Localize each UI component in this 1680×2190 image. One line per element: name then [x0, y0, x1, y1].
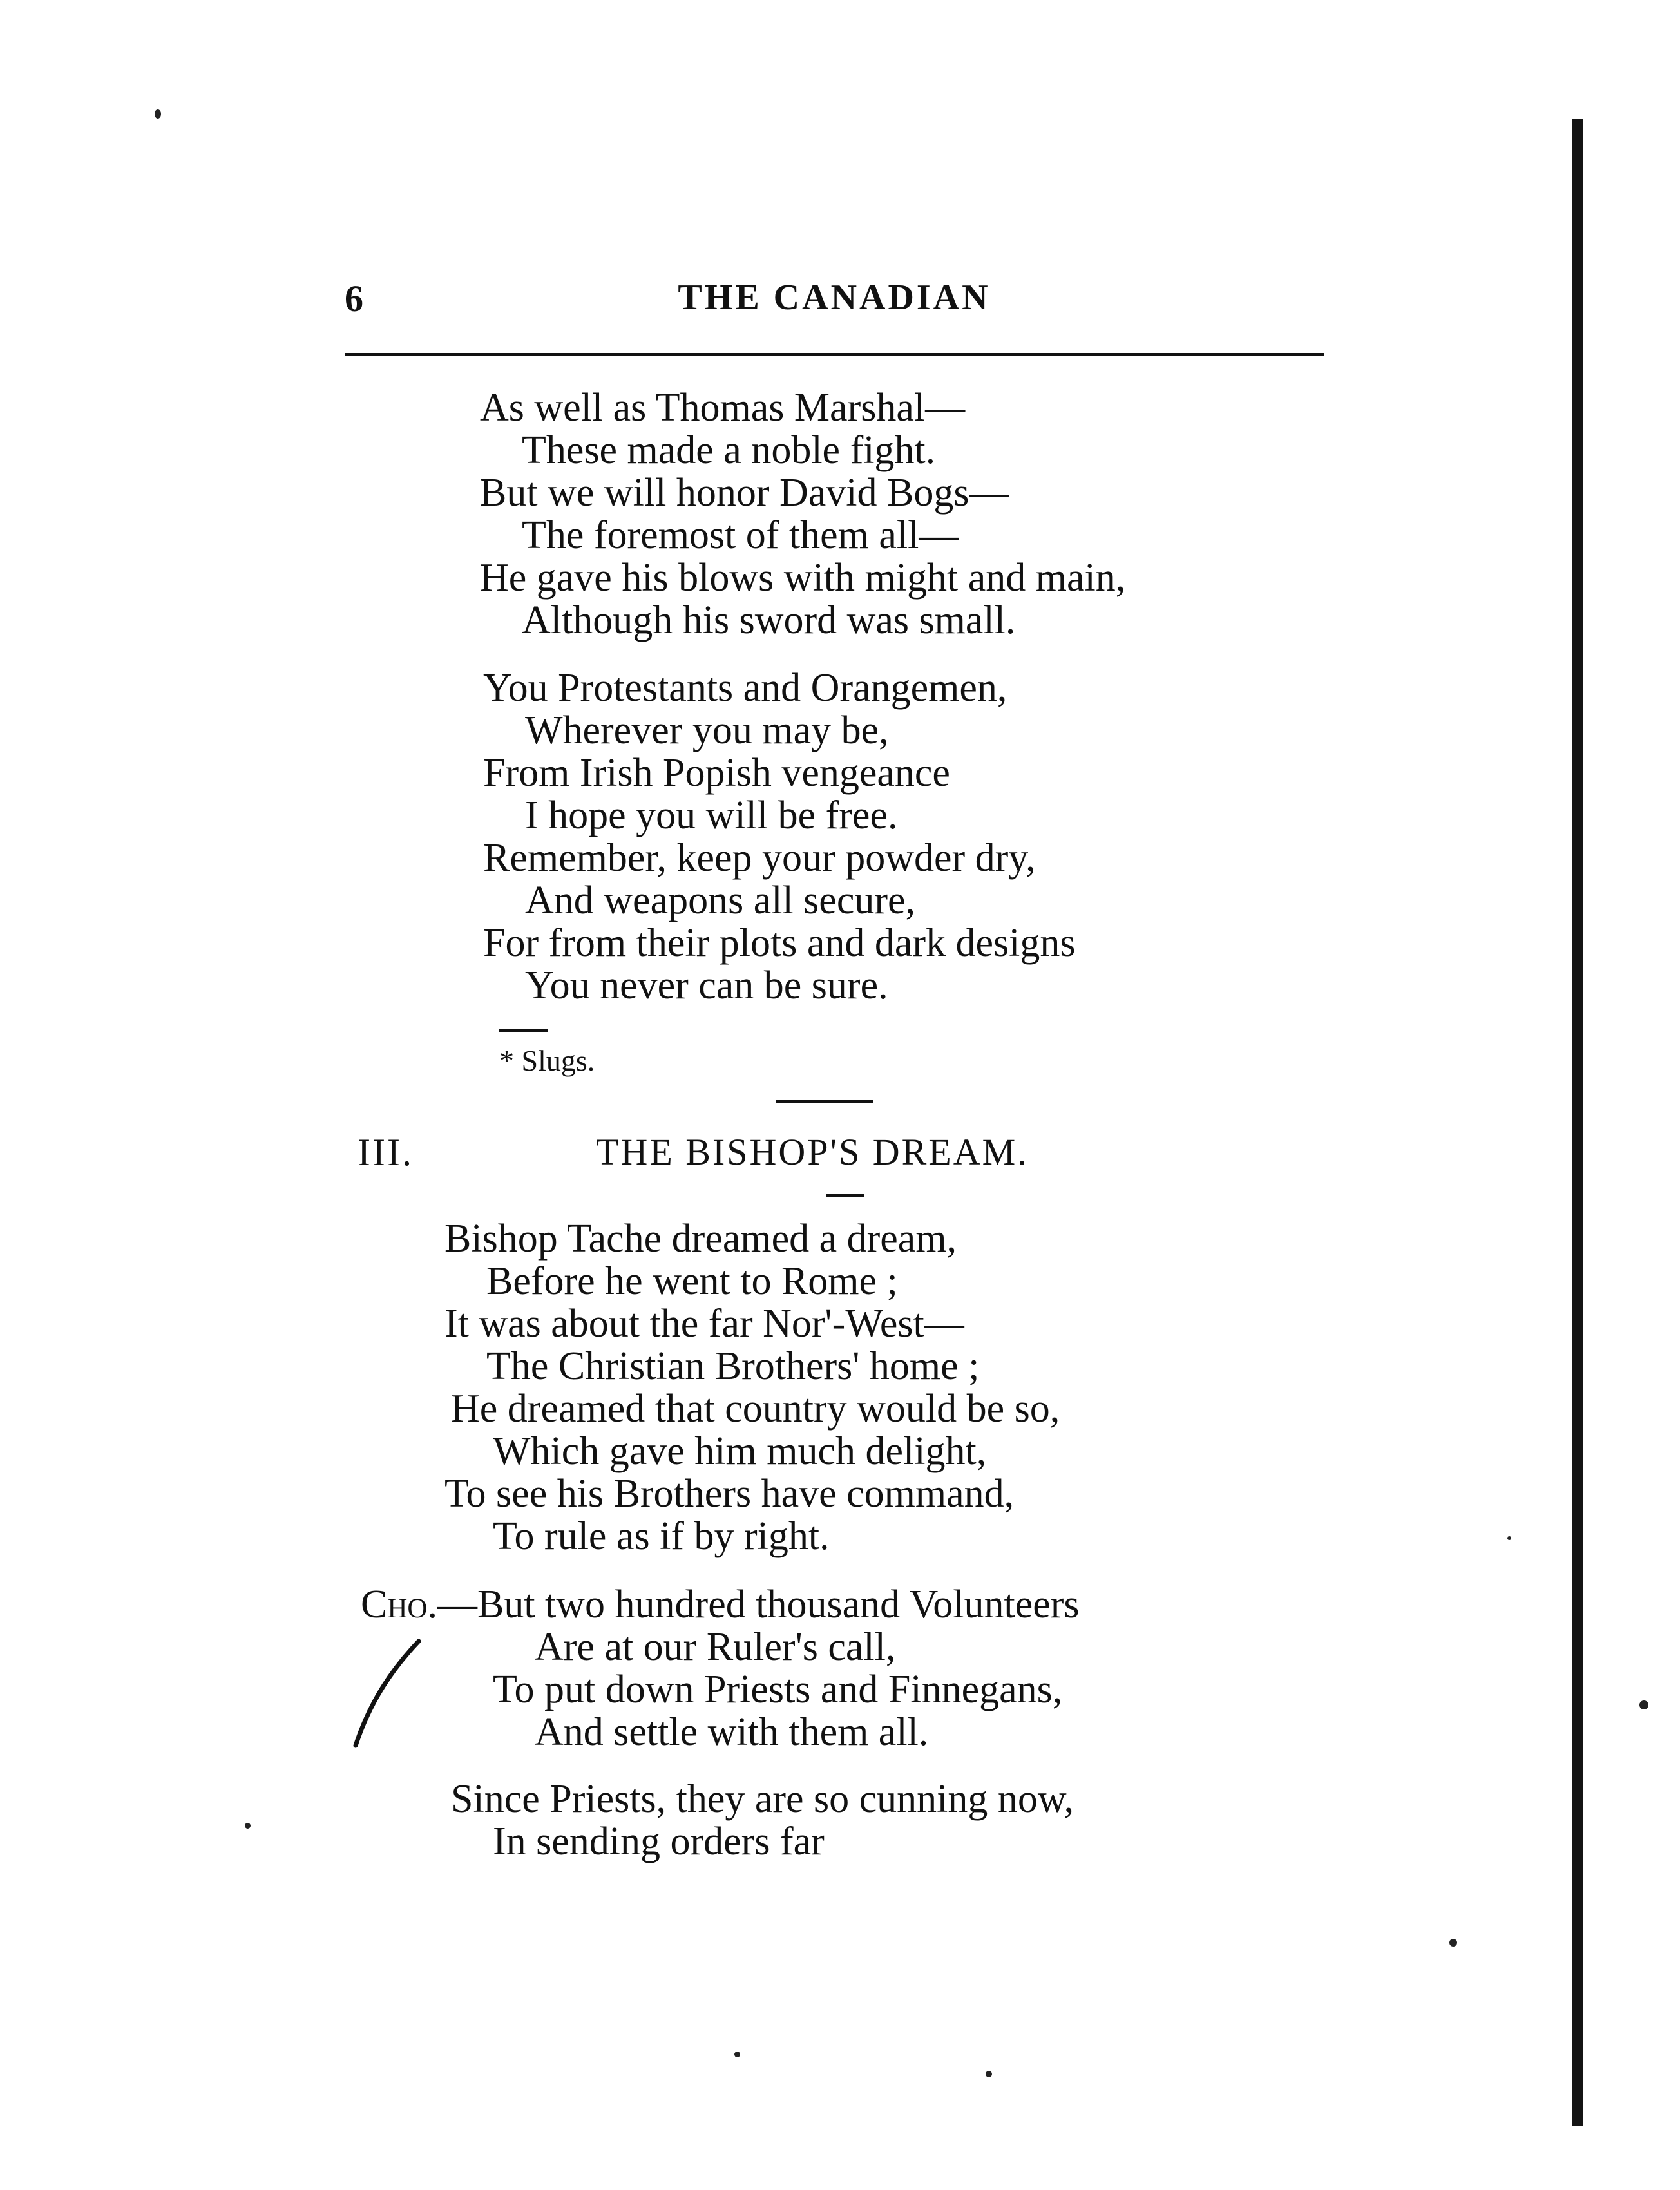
verse-line: And settle with them all. — [535, 1710, 929, 1754]
verse-line: From Irish Popish vengeance — [483, 751, 950, 795]
verse-line: It was about the far Nor'-West— — [444, 1302, 964, 1346]
title-rule — [826, 1194, 864, 1197]
verse-line: In sending orders far — [493, 1820, 825, 1863]
scan-speck — [734, 2052, 740, 2057]
running-title: THE CANADIAN — [678, 278, 991, 318]
header-rule — [345, 353, 1324, 356]
scan-speck — [1449, 1939, 1457, 1947]
footnote-rule — [499, 1029, 548, 1032]
verse-line: Bishop Tache dreamed a dream, — [444, 1217, 957, 1261]
section-divider — [776, 1100, 873, 1103]
verse-line: He gave his blows with might and main, — [480, 556, 1126, 600]
verse-line: To put down Priests and Finnegans, — [493, 1668, 1063, 1711]
section-title: THE BISHOP'S DREAM. — [596, 1131, 1029, 1173]
verse-line: These made a noble fight. — [522, 428, 936, 472]
verse-line: To see his Brothers have command, — [444, 1472, 1015, 1516]
binding-edge — [1572, 119, 1583, 2126]
verse-line: As well as Thomas Marshal— — [480, 386, 966, 430]
verse-line: Since Priests, they are so cunning now, — [451, 1777, 1074, 1821]
section-number: III. — [358, 1131, 414, 1174]
scan-speck — [155, 110, 161, 119]
chorus-text: —But two hundred thousand Volunteers — [437, 1583, 1080, 1626]
verse-line: You Protestants and Orangemen, — [483, 666, 1007, 710]
page-number: 6 — [345, 278, 363, 319]
chorus-label: Cho. — [361, 1583, 437, 1626]
verse-line: To rule as if by right. — [493, 1514, 830, 1558]
page-header — [345, 277, 1324, 328]
verse-line: Wherever you may be, — [525, 709, 889, 752]
verse-line: And weapons all secure, — [525, 879, 916, 922]
verse-line: Which gave him much delight, — [493, 1429, 987, 1473]
scan-speck — [1507, 1536, 1511, 1540]
scan-speck — [1639, 1700, 1648, 1709]
pen-mark-stroke — [348, 1636, 425, 1752]
verse-line: You never can be sure. — [525, 964, 888, 1007]
verse-line: The Christian Brothers' home ; — [486, 1344, 980, 1388]
verse-line: Before he went to Rome ; — [486, 1259, 898, 1303]
verse-line: Remember, keep your powder dry, — [483, 836, 1036, 880]
footnote: * Slugs. — [499, 1044, 595, 1077]
verse-line: I hope you will be free. — [525, 794, 898, 837]
chorus-first-line — [361, 1583, 1080, 1626]
verse-line: But we will honor David Bogs— — [480, 471, 1009, 515]
scan-speck — [245, 1823, 251, 1829]
verse-line: He dreamed that country would be so, — [451, 1387, 1060, 1431]
verse-line: Are at our Ruler's call, — [535, 1625, 896, 1669]
verse-line: For from their plots and dark designs — [483, 921, 1076, 965]
verse-line: The foremost of them all— — [522, 513, 959, 557]
scan-speck — [986, 2071, 992, 2077]
verse-line: Although his sword was small. — [522, 598, 1016, 642]
